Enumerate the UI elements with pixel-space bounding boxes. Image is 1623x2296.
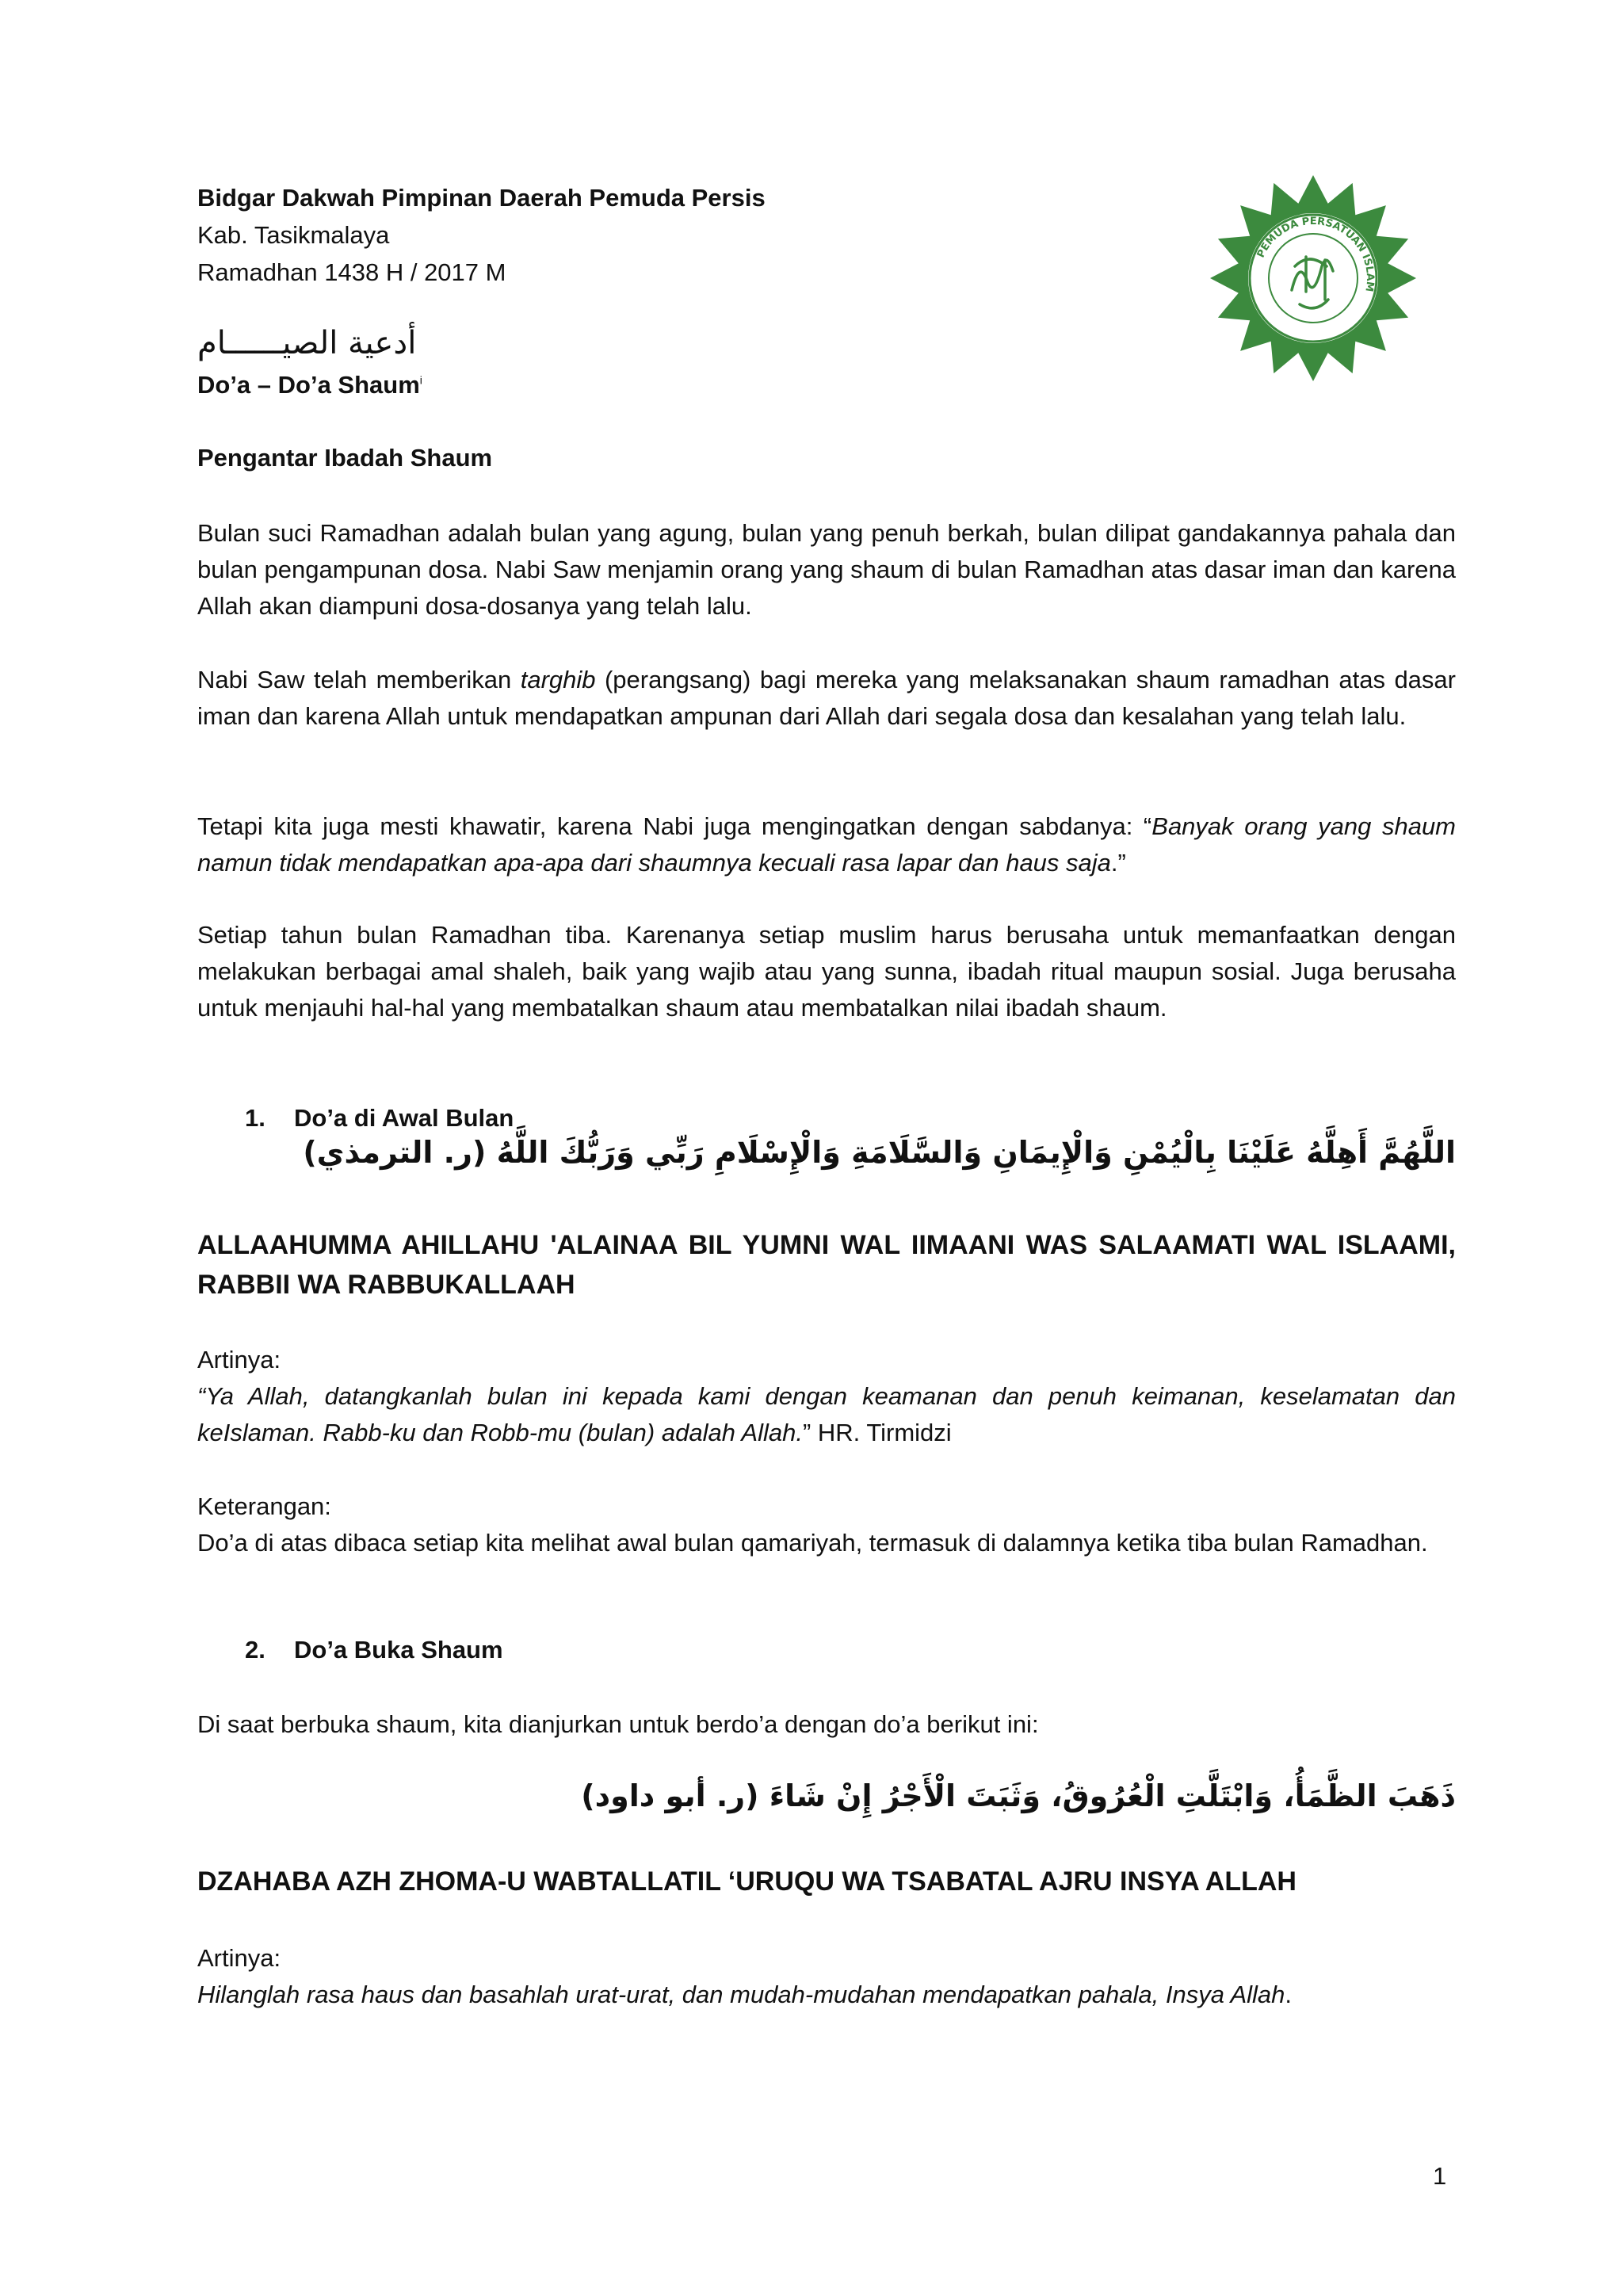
section-1-title: Do’a di Awal Bulan [294, 1104, 514, 1132]
section-1-note-label: Keterangan: [197, 1492, 331, 1520]
section-1-meaning [197, 1342, 1456, 1451]
section-1-meaning-tail: ” HR. Tirmidzi [802, 1419, 952, 1446]
section-1-transliteration: ALLAAHUMMA AHILLAHU 'ALAINAA BIL YUMNI WAL IIMAANI WAS SALAAMATI WAL ISLAAMI, RABBII WA RABBUKALLAAH [197, 1230, 1456, 1300]
section-1-meaning-em: “Ya Allah, datangkanlah bulan ini kepada kami dengan keamanan dan penuh keimanan, keselamatan dan keIslaman. Rabb-ku dan Robb-mu (bulan) adalah Allah. [197, 1382, 1456, 1446]
intro-paragraph-3-b: .” [1110, 849, 1126, 877]
organization-name: Bidgar Dakwah Pimpinan Daerah Pemuda Persis [197, 184, 766, 212]
intro-paragraph-2 [197, 662, 1456, 735]
intro-paragraph-1: Bulan suci Ramadhan adalah bulan yang agung, bulan yang penuh berkah, bulan dilipat gandakannya pahala dan bulan pengampunan dosa. Nabi Saw menjamin orang yang shaum di bulan Ramadhan atas dasar iman dan karena Allah akan diampuni dosa-dosanya yang telah lalu. [197, 519, 1456, 620]
section-1-meaning-text [197, 1378, 1456, 1451]
section-2-meaning-em: Hilanglah rasa haus dan basahlah urat-urat, dan mudah-mudahan mendapatkan pahala, Insya Allah [197, 1981, 1285, 2008]
section-2-title: Do’a Buka Shaum [294, 1636, 503, 1664]
intro-heading: Pengantar Ibadah Shaum [197, 444, 493, 472]
intro-paragraph-2-b: (perangsang) bagi mereka yang melaksanakan shaum ramadhan atas dasar iman dan karena Allah untuk mendapatkan ampunan dari Allah dari segala dosa dan kesalahan yang telah lalu. [197, 666, 1456, 730]
section-1-number: 1. [245, 1104, 265, 1132]
section-1-arabic-prayer: اللَّهُمَّ أَهِلَّهُ عَلَيْنَا بِالْيُمْنِ وَالْإِيمَانِ وَالسَّلَامَةِ وَالْإِسْلَامِ رَبِّي وَرَبُّكَ اللَّهُ (ر. الترمذي) [303, 1135, 1456, 1170]
section-2-intro: Di saat berbuka shaum, kita dianjurkan untuk berdo’a dengan do’a berikut ini: [197, 1710, 1039, 1738]
arabic-title: أدعية الصيــــــام [197, 325, 417, 361]
footnote-mark: i [419, 373, 422, 387]
section-2-heading [245, 1636, 503, 1664]
document-title [197, 371, 422, 399]
section-2-meaning [197, 1940, 1456, 2013]
organization-logo [1206, 171, 1420, 385]
intro-paragraph-3 [197, 808, 1456, 881]
section-1-note [197, 1488, 1456, 1561]
section-2-number: 2. [245, 1636, 265, 1664]
page-number: 1 [1433, 2162, 1447, 2190]
section-2-arabic-prayer: ذَهَبَ الظَّمَأُ، وَابْتَلَّتِ الْعُرُوقُ، وَثَبَتَ الْأَجْرُ إِنْ شَاءَ (ر. أبو داود) [581, 1778, 1456, 1813]
logo-ring-text-path: PEMUDA PERSATUAN ISLAM [1254, 215, 1377, 292]
region-name: Kab. Tasikmalaya [197, 221, 390, 249]
intro-paragraph-3-a: Tetapi kita juga mesti khawatir, karena Nabi juga mengingatkan dengan sabdanya: “ [197, 812, 1152, 840]
header-date: Ramadhan 1438 H / 2017 M [197, 258, 506, 286]
letter-header [197, 179, 766, 291]
section-2-meaning-label: Artinya: [197, 1944, 281, 1972]
intro-paragraph-2-em: targhib [520, 666, 596, 693]
document-title-text: Do’a – Do’a Shaum [197, 371, 420, 399]
section-1-heading [245, 1104, 514, 1133]
section-2-meaning-tail: . [1285, 1981, 1293, 2008]
intro-paragraph-4: Setiap tahun bulan Ramadhan tiba. Karenanya setiap muslim harus berusaha untuk memanfaatkan dengan melakukan berbagai amal shaleh, baik yang wajib atau yang sunna, ibadah ritual maupun sosial. Juga berusaha untuk menjauhi hal-hal yang membatalkan shaum atau membatalkan nilai ibadah shaum. [197, 921, 1456, 1022]
section-2-transliteration: DZAHABA AZH ZHOMA-U WABTALLATIL ‘URUQU WA TSABATAL AJRU INSYA ALLAH [197, 1866, 1296, 1897]
intro-paragraph-3-em: Banyak orang yang shaum namun tidak mendapatkan apa-apa dari shaumnya kecuali rasa lapar dan haus saja [197, 812, 1457, 877]
section-2-meaning-text [197, 1977, 1456, 2013]
intro-paragraph-2-a: Nabi Saw telah memberikan [197, 666, 521, 693]
section-1-note-text: Do’a di atas dibaca setiap kita melihat awal bulan qamariyah, termasuk di dalamnya ketika tiba bulan Ramadhan. [197, 1529, 1428, 1557]
section-1-meaning-label: Artinya: [197, 1346, 281, 1373]
